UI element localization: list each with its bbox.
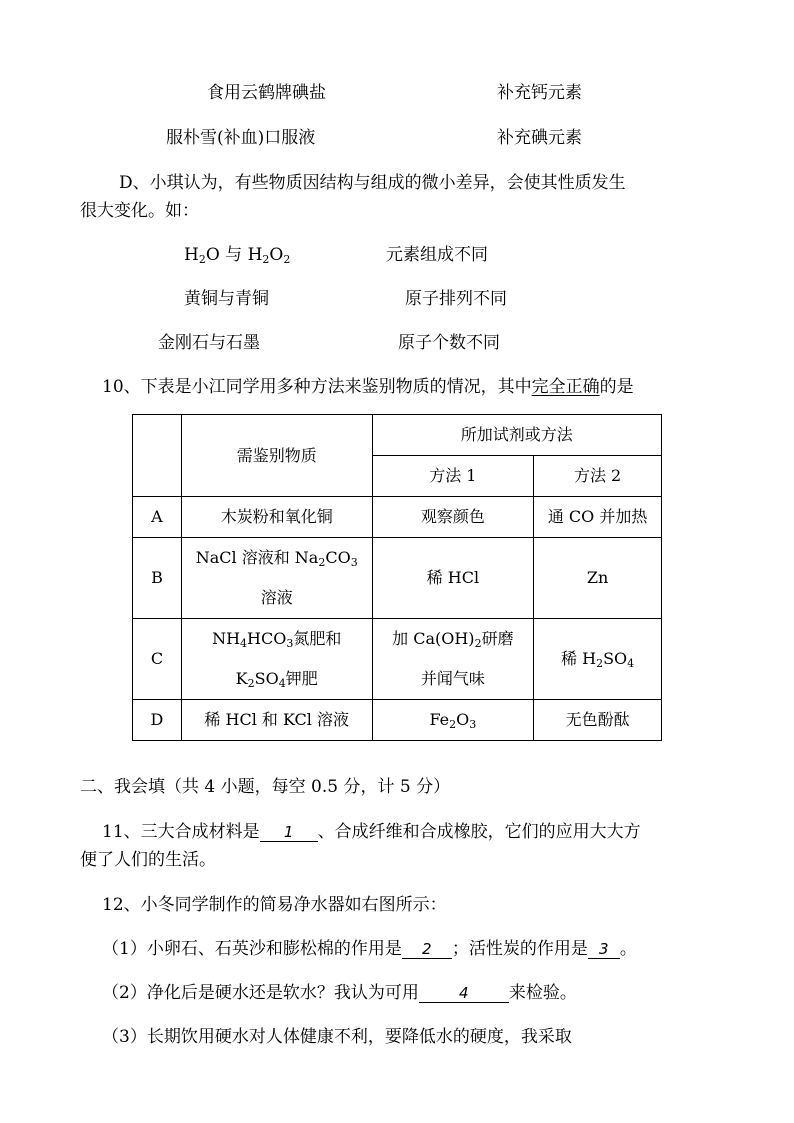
row-substance: 稀 HCl 和 KCl 溶液 — [181, 700, 372, 741]
row-method-1: $Fe_2O_3$ — [372, 700, 534, 741]
q11-line1: 11、三大合成材料是 1 、合成纤维和合成橡胶，它们的应用大大方 — [102, 822, 641, 842]
row-method-1: 稀 HCl — [372, 538, 534, 619]
table-row — [133, 538, 662, 619]
row-method-2: Zn — [534, 538, 662, 619]
row-method-1: 加 $Ca(OH)_2$研磨 并闻气味 — [372, 619, 534, 700]
row-label: D — [133, 700, 182, 741]
q12-intro: 12、小冬同学制作的简易净水器如右图所示： — [102, 895, 447, 915]
table-header-row — [133, 415, 662, 456]
item-d-row3-left: 金刚石与石墨 — [158, 333, 260, 353]
row-method-2: 无色酚酞 — [534, 700, 662, 741]
answer-blank-3[interactable]: 3 — [588, 940, 620, 959]
row-method-2: 通 CO 并加热 — [534, 497, 662, 538]
q12-part1: （1）小卵石、石英沙和膨松棉的作用是 2 ；活性炭的作用是 3 。 — [102, 939, 637, 959]
q11-line2: 便了人们的生活。 — [80, 850, 216, 870]
q12-part3: （3）长期饮用硬水对人体健康不利，要降低水的硬度，我采取 — [102, 1027, 572, 1047]
answer-blank-2[interactable]: 2 — [402, 940, 452, 959]
answer-blank-4[interactable]: 4 — [419, 984, 509, 1003]
item-d-row1-right: 元素组成不同 — [386, 245, 488, 265]
item-d-line1: D、小琪认为，有些物质因结构与组成的微小差异，会使其性质发生 — [119, 173, 626, 193]
table-row — [133, 497, 662, 538]
item-d-row2-right: 原子排列不同 — [405, 289, 507, 309]
header-method-2: 方法 2 — [534, 456, 662, 497]
pair-1-left: 食用云鹤牌碘盐 — [207, 83, 326, 103]
row-method-2: 稀 $H_2SO_4$ — [534, 619, 662, 700]
row-substance: 木炭粉和氧化铜 — [181, 497, 372, 538]
pair-2-right: 补充碘元素 — [497, 128, 582, 148]
header-methods: 所加试剂或方法 — [372, 415, 661, 456]
table-row — [133, 700, 662, 741]
row-label: A — [133, 497, 182, 538]
q10-stem: 10、下表是小江同学用多种方法来鉴别物质的情况，其中完全正确的是 — [102, 377, 634, 397]
row-label: C — [133, 619, 182, 700]
table-row — [133, 619, 662, 700]
row-substance: $NH_4HCO_3$氮肥和 $K_2SO_4$钾肥 — [181, 619, 372, 700]
header-method-1: 方法 1 — [372, 456, 534, 497]
pair-2-left: 服朴雪(补血)口服液 — [166, 128, 316, 148]
row-label: B — [133, 538, 182, 619]
item-d-row1-left: $H_2O$ 与 $H_2O_2$ — [184, 245, 291, 266]
q12-part2: （2）净化后是硬水还是软水？我认为可用 4 来检验。 — [102, 983, 577, 1003]
row-method-1: 观察颜色 — [372, 497, 534, 538]
row-substance: NaCl 溶液和 $Na_2CO_3$ 溶液 — [181, 538, 372, 619]
item-d-row3-right: 原子个数不同 — [398, 333, 500, 353]
q10-table — [132, 414, 662, 741]
item-d-line2: 很大变化。如： — [80, 201, 199, 221]
header-blank-cell — [133, 415, 182, 497]
item-d-row2-left: 黄铜与青铜 — [184, 289, 269, 309]
header-substance: 需鉴别物质 — [181, 415, 372, 497]
pair-1-right: 补充钙元素 — [497, 83, 582, 103]
answer-blank-1[interactable]: 1 — [260, 823, 318, 842]
section-2-heading: 二、我会填（共 4 小题，每空 0.5 分，计 5 分） — [80, 777, 451, 797]
